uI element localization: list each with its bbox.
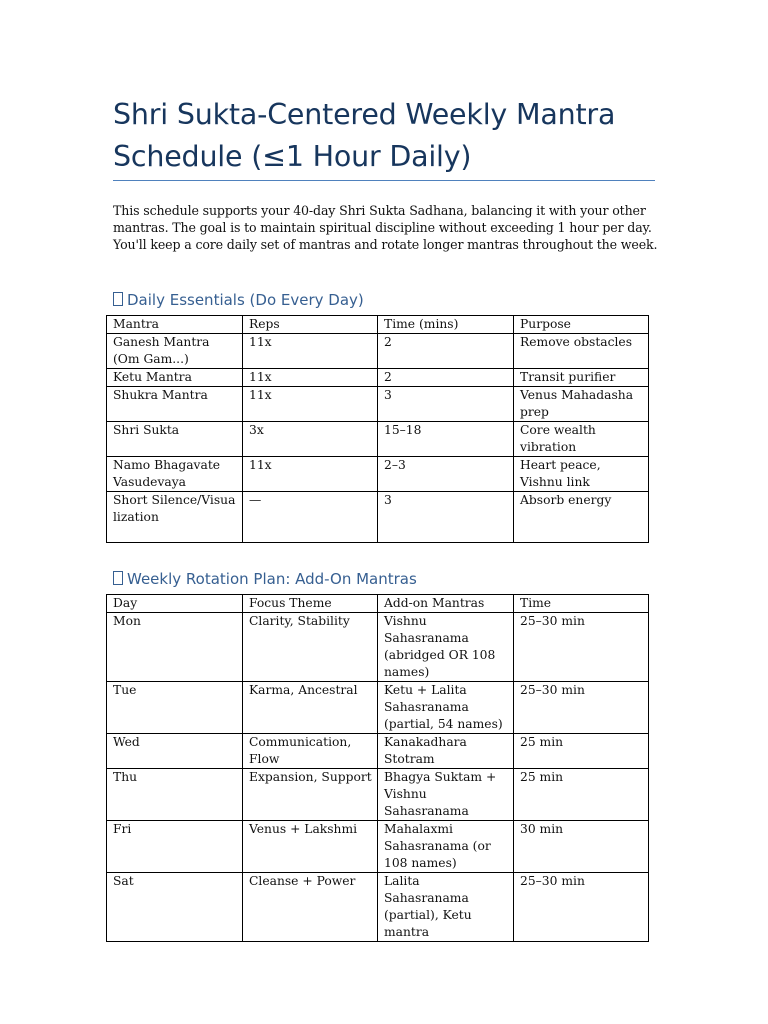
table-cell: Shukra Mantra [107, 387, 243, 422]
table-cell: 25–30 min [514, 682, 649, 734]
table-cell: Namo Bhagavate Vasudevaya [107, 457, 243, 492]
table-cell: Lalita Sahasranama (partial), Ketu mantra [378, 873, 514, 942]
header-cell: Time (mins) [378, 316, 514, 334]
weekly-heading-text: Weekly Rotation Plan: Add-On Mantras [127, 570, 417, 588]
table-cell: Venus + Lakshmi [243, 821, 378, 873]
table-cell: Mon [107, 613, 243, 682]
table-cell: 11x [243, 457, 378, 492]
daily-essentials-heading [113, 290, 364, 310]
table-header-row [107, 595, 649, 613]
table-cell: 2–3 [378, 457, 514, 492]
missing-glyph-icon [113, 571, 123, 585]
intro-paragraph: This schedule supports your 40-day Shri Sukta Sadhana, balancing it with your other mantras. The goal is to maintain spiritual discipline without exceeding 1 hour per day. You'll keep a core daily set of mantras and rotate longer mantras throughout the week. [113, 203, 658, 252]
table-row [107, 613, 649, 682]
table-cell: Ganesh Mantra (Om Gam...) [107, 334, 243, 369]
table-cell: 25–30 min [514, 873, 649, 942]
header-cell: Mantra [107, 316, 243, 334]
table-row [107, 682, 649, 734]
table-row [107, 821, 649, 873]
table-cell: Remove obstacles [514, 334, 649, 369]
table-cell: 25 min [514, 734, 649, 769]
table-cell: Mahalaxmi Sahasranama (or 108 names) [378, 821, 514, 873]
daily-heading-text: Daily Essentials (Do Every Day) [127, 291, 364, 309]
table-row [107, 492, 649, 543]
table-cell: Cleanse + Power [243, 873, 378, 942]
table-cell: Clarity, Stability [243, 613, 378, 682]
table-cell: Bhagya Suktam + Vishnu Sahasranama [378, 769, 514, 821]
table-row [107, 422, 649, 457]
header-cell: Reps [243, 316, 378, 334]
title-underline [113, 180, 655, 181]
table-cell: Vishnu Sahasranama (abridged OR 108 names) [378, 613, 514, 682]
header-cell: Day [107, 595, 243, 613]
table-cell: Transit purifier [514, 369, 649, 387]
table-cell: Communication, Flow [243, 734, 378, 769]
table-cell: 11x [243, 334, 378, 369]
header-cell: Time [514, 595, 649, 613]
missing-glyph-icon [113, 292, 123, 306]
table-cell: Short Silence/Visualization [107, 492, 243, 543]
header-cell: Add-on Mantras [378, 595, 514, 613]
table-cell: 11x [243, 387, 378, 422]
table-header-row [107, 316, 649, 334]
table-row [107, 457, 649, 492]
table-cell: Absorb energy [514, 492, 649, 543]
table-row [107, 387, 649, 422]
weekly-rotation-table [106, 594, 649, 942]
table-cell: 3 [378, 387, 514, 422]
table-cell: Heart peace, Vishnu link [514, 457, 649, 492]
table-cell: 15–18 [378, 422, 514, 457]
table-cell: 25–30 min [514, 613, 649, 682]
table-cell: — [243, 492, 378, 543]
table-cell: 11x [243, 369, 378, 387]
table-cell: 25 min [514, 769, 649, 821]
table-cell: Karma, Ancestral [243, 682, 378, 734]
table-row [107, 873, 649, 942]
table-cell: Ketu + Lalita Sahasranama (partial, 54 names) [378, 682, 514, 734]
table-cell: 3 [378, 492, 514, 543]
header-cell: Focus Theme [243, 595, 378, 613]
table-cell: Wed [107, 734, 243, 769]
document-title: Shri Sukta-Centered Weekly Mantra Schedule (≤1 Hour Daily) [113, 98, 616, 173]
table-cell: Sat [107, 873, 243, 942]
table-row [107, 369, 649, 387]
table-cell: Thu [107, 769, 243, 821]
table-cell: Tue [107, 682, 243, 734]
table-cell: Core wealth vibration [514, 422, 649, 457]
table-cell: Kanakadhara Stotram [378, 734, 514, 769]
table-cell: 3x [243, 422, 378, 457]
table-row [107, 334, 649, 369]
table-cell: Fri [107, 821, 243, 873]
daily-essentials-table [106, 315, 649, 543]
table-cell: Ketu Mantra [107, 369, 243, 387]
header-cell: Purpose [514, 316, 649, 334]
table-row [107, 769, 649, 821]
weekly-rotation-heading [113, 569, 417, 589]
table-cell: Shri Sukta [107, 422, 243, 457]
table-cell: 2 [378, 334, 514, 369]
table-cell: Expansion, Support [243, 769, 378, 821]
table-cell: 30 min [514, 821, 649, 873]
table-cell: 2 [378, 369, 514, 387]
table-cell: Venus Mahadasha prep [514, 387, 649, 422]
table-row [107, 734, 649, 769]
